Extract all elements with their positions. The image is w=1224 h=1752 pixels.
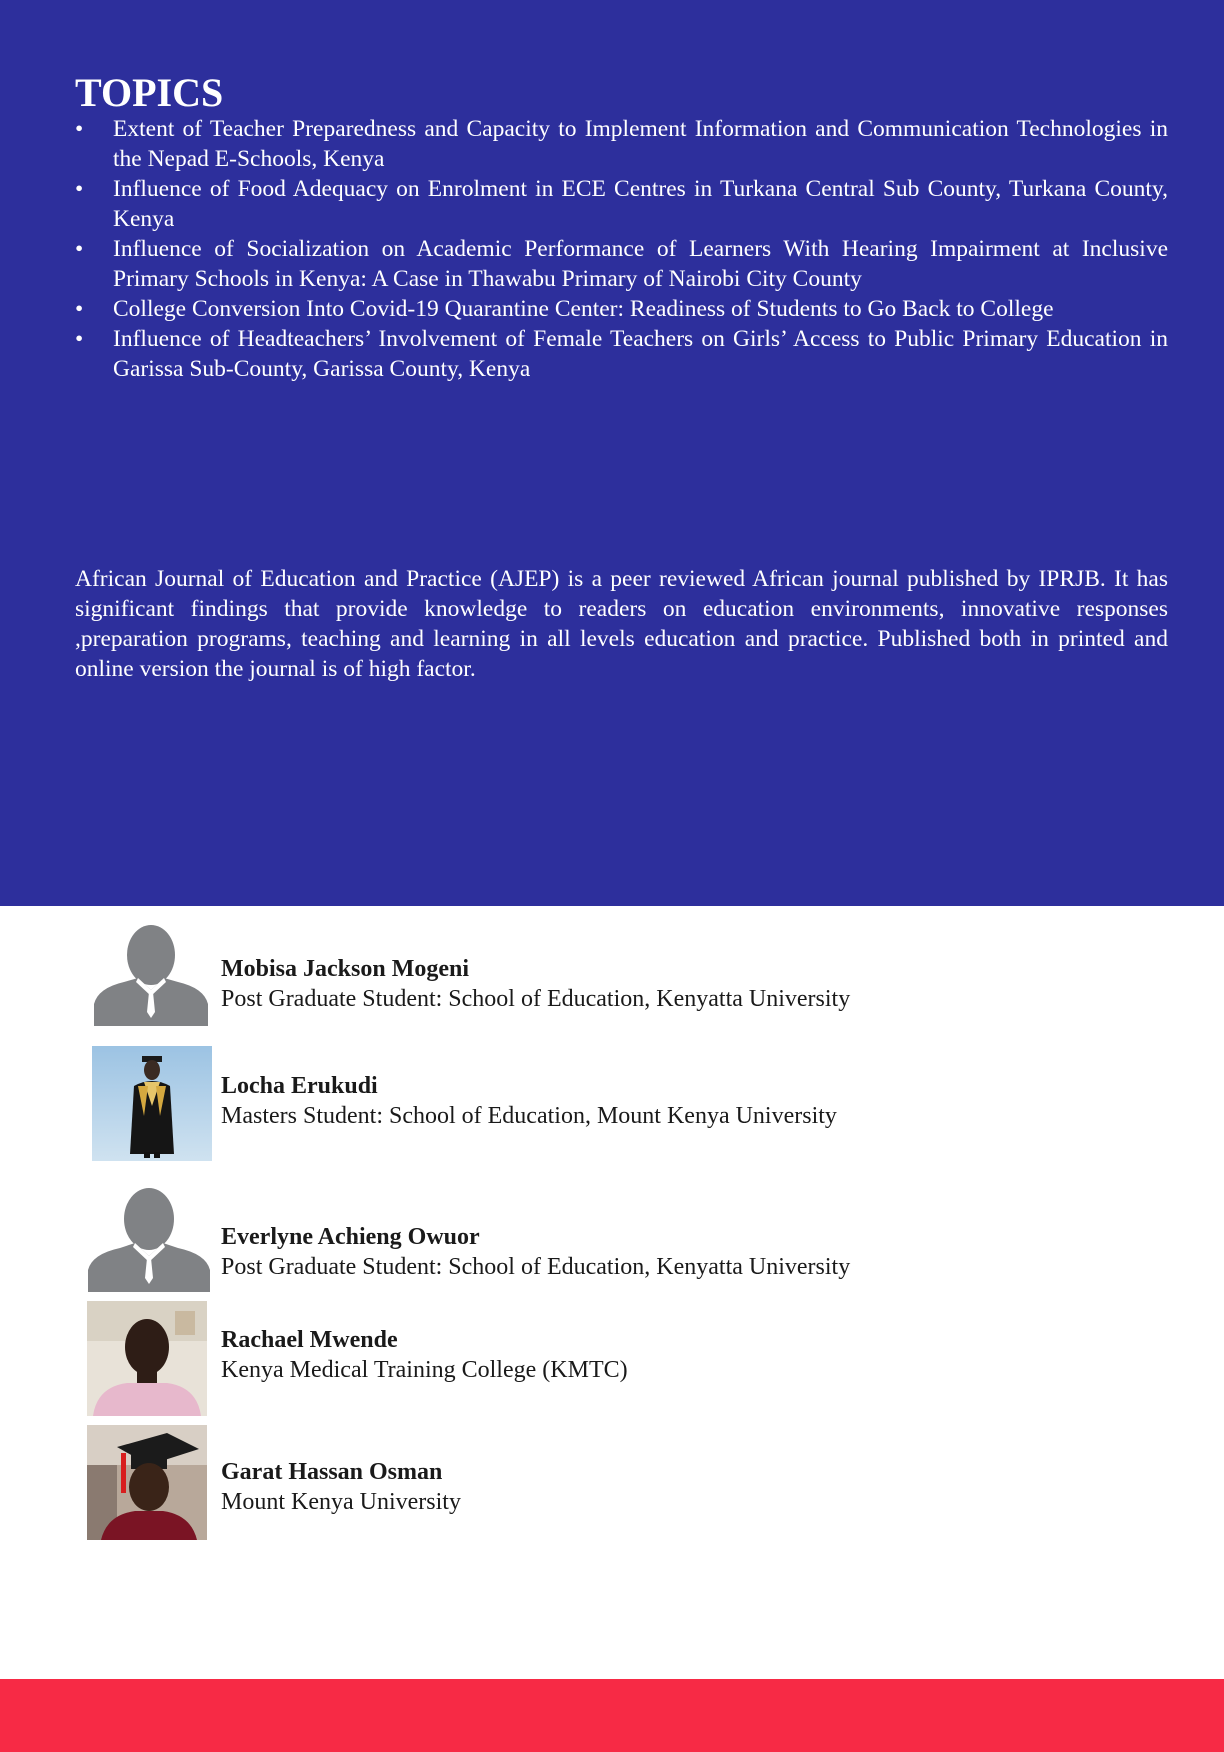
author-affiliation: Masters Student: School of Education, Mount Kenya University bbox=[221, 1103, 837, 1129]
author-photo bbox=[87, 1301, 207, 1416]
topic-item bbox=[75, 294, 1168, 324]
topic-text: College Conversion Into Covid-19 Quarantine Center: Readiness of Students to Go Back to College bbox=[113, 296, 1054, 322]
author-name: Mobisa Jackson Mogeni bbox=[221, 956, 470, 982]
author-name: Rachael Mwende bbox=[221, 1327, 398, 1353]
author-card bbox=[86, 922, 1086, 1038]
author-info bbox=[221, 1457, 461, 1517]
author-photo bbox=[92, 1046, 212, 1161]
topic-item bbox=[75, 114, 1168, 174]
bullet-icon: • bbox=[75, 236, 84, 262]
bullet-icon: • bbox=[75, 116, 84, 142]
silhouette-avatar-icon bbox=[94, 922, 208, 1026]
author-info bbox=[221, 954, 850, 1014]
topic-list bbox=[75, 114, 1168, 384]
topics-title: TOPICS bbox=[75, 70, 224, 115]
author-card bbox=[92, 1046, 1092, 1162]
author-affiliation: Post Graduate Student: School of Education, Kenyatta University bbox=[221, 1254, 851, 1280]
bullet-icon: • bbox=[75, 326, 84, 352]
author-affiliation: Kenya Medical Training College (KMTC) bbox=[221, 1357, 628, 1383]
author-info bbox=[221, 1222, 850, 1282]
topic-item bbox=[75, 174, 1168, 234]
author-name: Everlyne Achieng Owuor bbox=[221, 1224, 480, 1250]
author-card bbox=[87, 1301, 1087, 1417]
author-card bbox=[88, 1186, 1088, 1302]
author-card bbox=[87, 1425, 1087, 1541]
bullet-icon: • bbox=[75, 296, 84, 322]
topic-item bbox=[75, 234, 1168, 294]
author-photo bbox=[87, 1425, 207, 1540]
topic-text: Influence of Food Adequacy on Enrolment in ECE Centres in Turkana Central Sub County, Turkana County, Kenya bbox=[113, 176, 1168, 232]
bullet-icon: • bbox=[75, 176, 84, 202]
journal-description: African Journal of Education and Practice (AJEP) is a peer reviewed African journal published by IPRJB. It has significant findings that provide knowledge to readers on education environments, innovative responses ,preparation programs, teaching and learning in all levels education and practice. Published both in printed and online version the journal is of high factor. bbox=[75, 566, 1168, 682]
topic-item bbox=[75, 324, 1168, 384]
author-info bbox=[221, 1071, 837, 1131]
topic-text: Influence of Headteachers’ Involvement of Female Teachers on Girls’ Access to Public Primary Education in Garissa Sub-County, Garissa County, Kenya bbox=[113, 326, 1168, 382]
topic-text: Influence of Socialization on Academic Performance of Learners With Hearing Impairment at Inclusive Primary Schools in Kenya: A Case in Thawabu Primary of Nairobi City County bbox=[113, 236, 1168, 292]
author-name: Locha Erukudi bbox=[221, 1073, 378, 1099]
silhouette-avatar-icon bbox=[88, 1186, 210, 1292]
author-name: Garat Hassan Osman bbox=[221, 1459, 443, 1485]
author-info bbox=[221, 1325, 628, 1385]
topic-text: Extent of Teacher Preparedness and Capacity to Implement Information and Communication Technologies in the Nepad E-Schools, Kenya bbox=[113, 116, 1168, 172]
author-affiliation: Post Graduate Student: School of Education, Kenyatta University bbox=[221, 986, 851, 1012]
footer-band bbox=[0, 1679, 1224, 1752]
author-affiliation: Mount Kenya University bbox=[221, 1489, 461, 1515]
